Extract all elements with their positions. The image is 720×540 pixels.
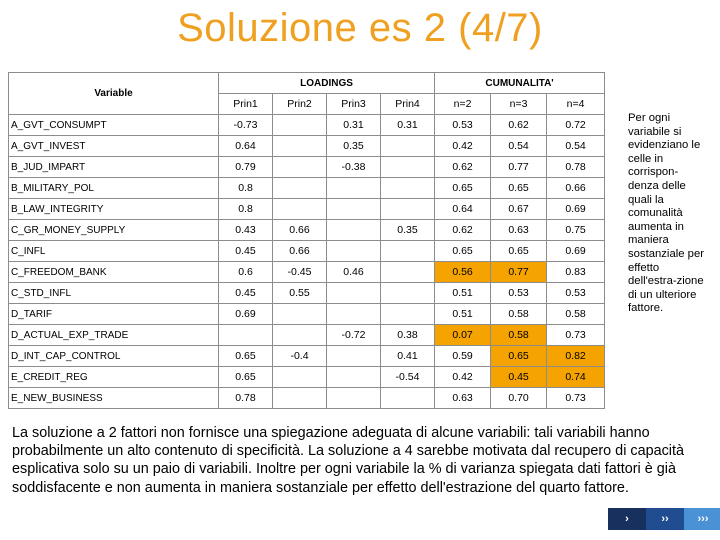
value-cell-p3 xyxy=(327,346,381,367)
value-cell-p2 xyxy=(273,178,327,199)
value-cell-n2: 0.59 xyxy=(435,346,491,367)
value-cell-n2: 0.42 xyxy=(435,367,491,388)
value-cell-n4: 0.72 xyxy=(547,115,605,136)
value-cell-p1: 0.65 xyxy=(219,346,273,367)
table-row xyxy=(9,241,605,262)
value-cell-p1: 0.6 xyxy=(219,262,273,283)
conclusion-text: La soluzione a 2 fattori non fornisce una spiegazione adeguata di alcune variabili: tali variabili hanno probabilmente un alto contenuto di specificità. La soluzione a 4 sarebbe motivata dal recupero di capacità esplicativa solo su un paio di variabili. Inoltre per ogni variabile la % di varianza spiegata dati fattori è già soddisfacente e non aumenta in maniera sostanziale per effetto dell'estrazione del quarto fattore. xyxy=(12,425,684,496)
value-cell-p4: 0.38 xyxy=(381,325,435,346)
value-cell-n4: 0.53 xyxy=(547,283,605,304)
value-cell-p2: 0.66 xyxy=(273,220,327,241)
value-cell-p1: 0.43 xyxy=(219,220,273,241)
value-cell-p2: -0.4 xyxy=(273,346,327,367)
table-row xyxy=(9,199,605,220)
value-cell-n2: 0.07 xyxy=(435,325,491,346)
col-n4-header: n=4 xyxy=(547,94,605,115)
value-cell-p3 xyxy=(327,220,381,241)
value-cell-p4: 0.35 xyxy=(381,220,435,241)
value-cell-n3: 0.77 xyxy=(491,157,547,178)
value-cell-p4 xyxy=(381,241,435,262)
value-cell-n3: 0.58 xyxy=(491,304,547,325)
value-cell-p2 xyxy=(273,157,327,178)
variable-name-cell: B_LAW_INTEGRITY xyxy=(9,199,219,220)
col-n3-header: n=3 xyxy=(491,94,547,115)
value-cell-p1: 0.45 xyxy=(219,241,273,262)
variable-name-cell: A_GVT_INVEST xyxy=(9,136,219,157)
value-cell-n3: 0.54 xyxy=(491,136,547,157)
value-cell-n4: 0.74 xyxy=(547,367,605,388)
value-cell-p2 xyxy=(273,115,327,136)
value-cell-p1: 0.78 xyxy=(219,388,273,409)
value-cell-n2: 0.51 xyxy=(435,304,491,325)
value-cell-p4 xyxy=(381,199,435,220)
value-cell-p1 xyxy=(219,325,273,346)
value-cell-p2: 0.66 xyxy=(273,241,327,262)
value-cell-p4: 0.31 xyxy=(381,115,435,136)
table-row xyxy=(9,346,605,367)
value-cell-n2: 0.62 xyxy=(435,157,491,178)
value-cell-p1: 0.79 xyxy=(219,157,273,178)
value-cell-p2 xyxy=(273,304,327,325)
table-row xyxy=(9,262,605,283)
table-row xyxy=(9,325,605,346)
value-cell-n4: 0.73 xyxy=(547,325,605,346)
value-cell-n2: 0.64 xyxy=(435,199,491,220)
variable-name-cell: C_STD_INFL xyxy=(9,283,219,304)
value-cell-n4: 0.83 xyxy=(547,262,605,283)
value-cell-p3 xyxy=(327,388,381,409)
value-cell-p3: 0.31 xyxy=(327,115,381,136)
value-cell-n3: 0.65 xyxy=(491,178,547,199)
value-cell-n3: 0.65 xyxy=(491,241,547,262)
col-prin3-header: Prin3 xyxy=(327,94,381,115)
value-cell-p4 xyxy=(381,304,435,325)
value-cell-p3 xyxy=(327,283,381,304)
value-cell-n2: 0.65 xyxy=(435,241,491,262)
value-cell-n3: 0.62 xyxy=(491,115,547,136)
value-cell-p1: 0.69 xyxy=(219,304,273,325)
value-cell-p3 xyxy=(327,178,381,199)
value-cell-p1: 0.65 xyxy=(219,367,273,388)
navigation-bar xyxy=(608,508,720,530)
loadings-table xyxy=(8,72,605,409)
variable-name-cell: A_GVT_CONSUMPT xyxy=(9,115,219,136)
value-cell-p2: -0.45 xyxy=(273,262,327,283)
slide-title: Soluzione es 2 (4/7) xyxy=(177,6,543,50)
value-cell-p4: -0.54 xyxy=(381,367,435,388)
value-cell-p1: 0.64 xyxy=(219,136,273,157)
table-row xyxy=(9,178,605,199)
col-prin4-header: Prin4 xyxy=(381,94,435,115)
value-cell-n2: 0.51 xyxy=(435,283,491,304)
table-row xyxy=(9,388,605,409)
value-cell-n3: 0.70 xyxy=(491,388,547,409)
value-cell-p4 xyxy=(381,283,435,304)
value-cell-p2: 0.55 xyxy=(273,283,327,304)
table-row xyxy=(9,367,605,388)
value-cell-p1: 0.8 xyxy=(219,199,273,220)
col-n2-header: n=2 xyxy=(435,94,491,115)
table-row xyxy=(9,304,605,325)
value-cell-p4 xyxy=(381,262,435,283)
variable-name-cell: E_NEW_BUSINESS xyxy=(9,388,219,409)
loadings-header: LOADINGS xyxy=(219,73,435,94)
value-cell-p3: -0.38 xyxy=(327,157,381,178)
value-cell-n2: 0.53 xyxy=(435,115,491,136)
value-cell-n2: 0.62 xyxy=(435,220,491,241)
value-cell-p2 xyxy=(273,325,327,346)
value-cell-p3 xyxy=(327,241,381,262)
value-cell-n3: 0.67 xyxy=(491,199,547,220)
triple-chevron-right-icon[interactable]: ››› xyxy=(684,508,720,530)
value-cell-p2 xyxy=(273,388,327,409)
variable-name-cell: B_JUD_IMPART xyxy=(9,157,219,178)
value-cell-p3: 0.35 xyxy=(327,136,381,157)
value-cell-n4: 0.66 xyxy=(547,178,605,199)
value-cell-p3 xyxy=(327,367,381,388)
value-cell-p3 xyxy=(327,199,381,220)
value-cell-n2: 0.56 xyxy=(435,262,491,283)
value-cell-n4: 0.73 xyxy=(547,388,605,409)
value-cell-p3: -0.72 xyxy=(327,325,381,346)
variable-name-cell: E_CREDIT_REG xyxy=(9,367,219,388)
variable-name-cell: B_MILITARY_POL xyxy=(9,178,219,199)
col-prin2-header: Prin2 xyxy=(273,94,327,115)
variable-header: Variable xyxy=(9,73,219,115)
double-chevron-right-icon[interactable]: ›› xyxy=(646,508,684,530)
value-cell-p1: 0.45 xyxy=(219,283,273,304)
col-prin1-header: Prin1 xyxy=(219,94,273,115)
value-cell-n3: 0.77 xyxy=(491,262,547,283)
value-cell-n4: 0.75 xyxy=(547,220,605,241)
cumunalita-header: CUMUNALITA' xyxy=(435,73,605,94)
value-cell-n3: 0.65 xyxy=(491,346,547,367)
variable-name-cell: D_TARIF xyxy=(9,304,219,325)
value-cell-p2 xyxy=(273,367,327,388)
value-cell-p2 xyxy=(273,136,327,157)
table-row xyxy=(9,220,605,241)
table-row xyxy=(9,115,605,136)
value-cell-n4: 0.69 xyxy=(547,199,605,220)
value-cell-n4: 0.78 xyxy=(547,157,605,178)
value-cell-p4 xyxy=(381,388,435,409)
value-cell-p1: 0.8 xyxy=(219,178,273,199)
value-cell-n2: 0.63 xyxy=(435,388,491,409)
variable-name-cell: C_FREEDOM_BANK xyxy=(9,262,219,283)
table-row xyxy=(9,157,605,178)
value-cell-p3 xyxy=(327,304,381,325)
variable-name-cell: C_GR_MONEY_SUPPLY xyxy=(9,220,219,241)
value-cell-p1: -0.73 xyxy=(219,115,273,136)
value-cell-n4: 0.58 xyxy=(547,304,605,325)
value-cell-n3: 0.63 xyxy=(491,220,547,241)
value-cell-n2: 0.65 xyxy=(435,178,491,199)
side-note: Per ogni variabile si evidenziano le celle in corrispon-denza delle quali la comunalità aumenta in maniera sostanziale per effetto dell'estra-zione di un ulteriore fattore. xyxy=(628,112,704,315)
value-cell-n3: 0.58 xyxy=(491,325,547,346)
value-cell-p2 xyxy=(273,199,327,220)
table-row xyxy=(9,136,605,157)
value-cell-n2: 0.42 xyxy=(435,136,491,157)
value-cell-n4: 0.54 xyxy=(547,136,605,157)
value-cell-n3: 0.53 xyxy=(491,283,547,304)
value-cell-p3: 0.46 xyxy=(327,262,381,283)
variable-name-cell: C_INFL xyxy=(9,241,219,262)
value-cell-p4: 0.41 xyxy=(381,346,435,367)
value-cell-p4 xyxy=(381,136,435,157)
variable-name-cell: D_ACTUAL_EXP_TRADE xyxy=(9,325,219,346)
value-cell-n4: 0.69 xyxy=(547,241,605,262)
value-cell-p4 xyxy=(381,178,435,199)
value-cell-n3: 0.45 xyxy=(491,367,547,388)
value-cell-n4: 0.82 xyxy=(547,346,605,367)
value-cell-p4 xyxy=(381,157,435,178)
table-row xyxy=(9,283,605,304)
chevron-right-icon[interactable]: › xyxy=(608,508,646,530)
variable-name-cell: D_INT_CAP_CONTROL xyxy=(9,346,219,367)
